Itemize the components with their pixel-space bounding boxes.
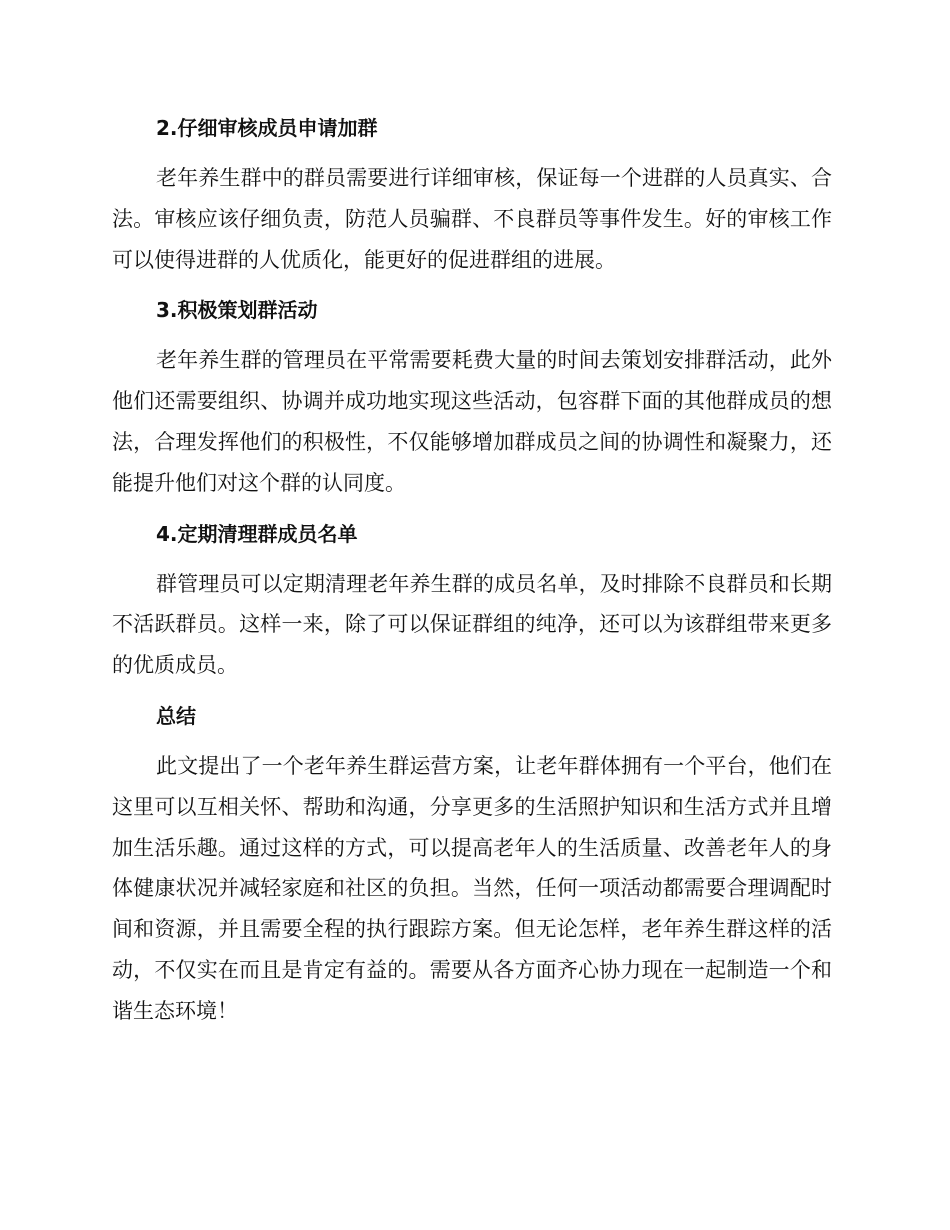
section-paragraph-review: 老年养生群中的群员需要进行详细审核，保证每一个进群的人员真实、合法。审核应该仔细负责，防范人员骗群、不良群员等事件发生。好的审核工作可以使得进群的人优质化，能更好的促进群组的进展。 (112, 166, 832, 272)
section-paragraph-activities: 老年养生群的管理员在平常需要耗费大量的时间去策划安排群活动，此外他们还需要组织、协调并成功地实现这些活动，包容群下面的其他群成员的想法，合理发挥他们的积极性，不仅能够增加群成员之间的协调性和凝聚力，还能提升他们对这个群的认同度。 (112, 348, 832, 495)
section-heading-review: 2.仔细审核成员申请加群 (156, 116, 378, 140)
section-paragraph-summary: 此文提出了一个老年养生群运营方案，让老年群体拥有一个平台，他们在这里可以互相关怀、帮助和沟通，分享更多的生活照护知识和生活方式并且增加生活乐趣。通过这样的方式，可以提高老年人的生活质量、改善老年人的身体健康状况并减轻家庭和社区的负担。当然，任何一项活动都需要合理调配时间和资源，并且需要全程的执行跟踪方案。但无论怎样，老年养生群这样的活动，不仅实在而且是肯定有益的。需要从各方面齐心协力现在一起制造一个和谐生态环境！ (112, 753, 832, 1023)
section-heading-cleanup: 4.定期清理群成员名单 (156, 521, 358, 546)
document-body (112, 108, 832, 1042)
section-heading-activities: 3.积极策划群活动 (156, 298, 318, 323)
section-heading-summary: 总结 (156, 703, 196, 728)
section-paragraph-cleanup: 群管理员可以定期清理老年养生群的成员名单，及时排除不良群员和长期不活跃群员。这样一来，除了可以保证群组的纯净，还可以为该群组带来更多的优质成员。 (112, 571, 832, 678)
